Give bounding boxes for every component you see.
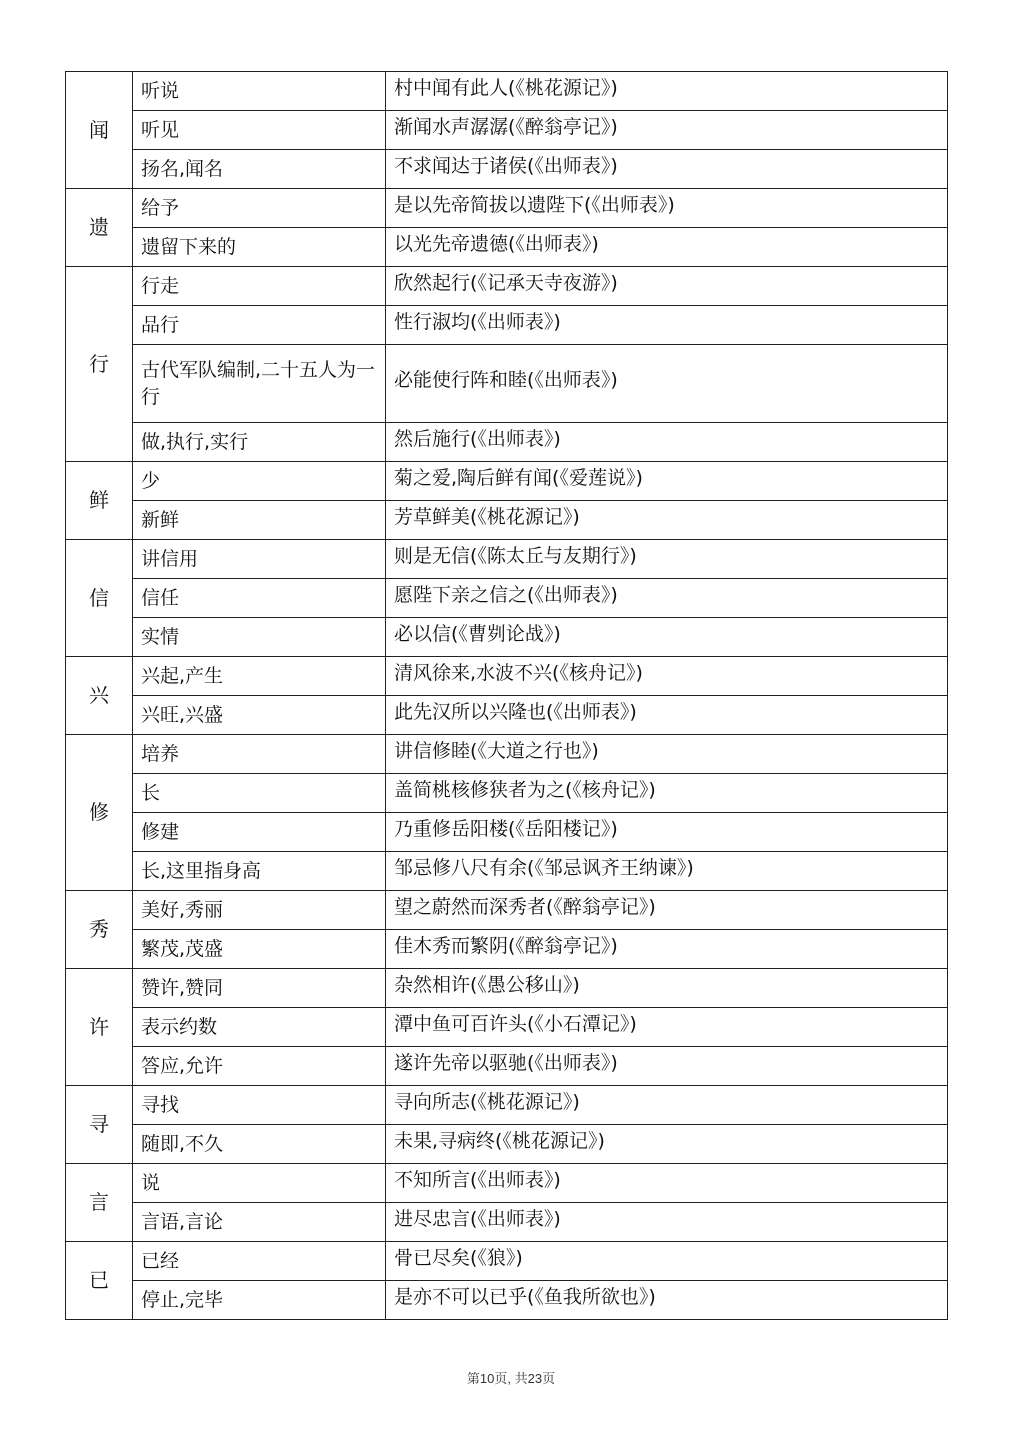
table-row	[66, 813, 948, 852]
table-row	[66, 462, 948, 501]
example-cell: 芳草鲜美(《桃花源记》)	[386, 501, 948, 540]
example-cell: 必能使行阵和睦(《出师表》)	[386, 345, 948, 423]
table-row	[66, 189, 948, 228]
meaning-cell: 繁茂,茂盛	[133, 930, 386, 969]
meaning-cell: 遗留下来的	[133, 228, 386, 267]
table-row	[66, 969, 948, 1008]
table-row	[66, 774, 948, 813]
meaning-cell: 说	[133, 1164, 386, 1203]
example-cell: 不求闻达于诸侯(《出师表》)	[386, 150, 948, 189]
meaning-cell: 兴起,产生	[133, 657, 386, 696]
example-cell: 未果,寻病终(《桃花源记》)	[386, 1125, 948, 1164]
example-cell: 邹忌修八尺有余(《邹忌讽齐王纳谏》)	[386, 852, 948, 891]
example-cell: 寻向所志(《桃花源记》)	[386, 1086, 948, 1125]
example-cell: 然后施行(《出师表》)	[386, 423, 948, 462]
table-row	[66, 228, 948, 267]
meaning-cell: 信任	[133, 579, 386, 618]
table-row	[66, 72, 948, 111]
keyword-cell: 寻	[66, 1086, 133, 1164]
meaning-cell: 行走	[133, 267, 386, 306]
keyword-cell: 鲜	[66, 462, 133, 540]
table-row	[66, 150, 948, 189]
keyword-cell: 言	[66, 1164, 133, 1242]
table-row	[66, 852, 948, 891]
meaning-cell: 美好,秀丽	[133, 891, 386, 930]
meaning-cell: 随即,不久	[133, 1125, 386, 1164]
meaning-cell: 寻找	[133, 1086, 386, 1125]
example-cell: 必以信(《曹刿论战》)	[386, 618, 948, 657]
table-row	[66, 423, 948, 462]
page-number: 第10页, 共23页	[466, 1371, 556, 1386]
meaning-cell: 言语,言论	[133, 1203, 386, 1242]
example-cell: 进尽忠言(《出师表》)	[386, 1203, 948, 1242]
example-cell: 欣然起行(《记承天寺夜游》)	[386, 267, 948, 306]
example-cell: 渐闻水声潺潺(《醉翁亭记》)	[386, 111, 948, 150]
meaning-cell: 少	[133, 462, 386, 501]
table-row	[66, 891, 948, 930]
meaning-cell: 实情	[133, 618, 386, 657]
meaning-cell: 品行	[133, 306, 386, 345]
meaning-cell: 新鲜	[133, 501, 386, 540]
table-row	[66, 1125, 948, 1164]
meaning-cell: 扬名,闻名	[133, 150, 386, 189]
meaning-cell: 赞许,赞同	[133, 969, 386, 1008]
meaning-cell: 表示约数	[133, 1008, 386, 1047]
example-cell: 骨已尽矣(《狼》)	[386, 1242, 948, 1281]
meaning-cell: 答应,允许	[133, 1047, 386, 1086]
example-cell: 乃重修岳阳楼(《岳阳楼记》)	[386, 813, 948, 852]
example-cell: 是以先帝简拔以遗陛下(《出师表》)	[386, 189, 948, 228]
meaning-cell: 听见	[133, 111, 386, 150]
example-cell: 村中闻有此人(《桃花源记》)	[386, 72, 948, 111]
table-row	[66, 618, 948, 657]
table-row	[66, 540, 948, 579]
table-row	[66, 930, 948, 969]
vocabulary-table-body	[66, 72, 948, 1320]
table-row	[66, 306, 948, 345]
example-cell: 佳木秀而繁阴(《醉翁亭记》)	[386, 930, 948, 969]
example-cell: 遂许先帝以驱驰(《出师表》)	[386, 1047, 948, 1086]
meaning-cell: 兴旺,兴盛	[133, 696, 386, 735]
example-cell: 不知所言(《出师表》)	[386, 1164, 948, 1203]
keyword-cell: 秀	[66, 891, 133, 969]
example-cell: 望之蔚然而深秀者(《醉翁亭记》)	[386, 891, 948, 930]
meaning-cell: 给予	[133, 189, 386, 228]
table-row	[66, 1164, 948, 1203]
vocabulary-table	[65, 71, 948, 1320]
meaning-cell: 长	[133, 774, 386, 813]
example-cell: 性行淑均(《出师表》)	[386, 306, 948, 345]
example-cell: 清风徐来,水波不兴(《核舟记》)	[386, 657, 948, 696]
example-cell: 潭中鱼可百许头(《小石潭记》)	[386, 1008, 948, 1047]
keyword-cell: 行	[66, 267, 133, 462]
table-row	[66, 696, 948, 735]
meaning-cell: 停止,完毕	[133, 1281, 386, 1320]
example-cell: 盖简桃核修狭者为之(《核舟记》)	[386, 774, 948, 813]
keyword-cell: 修	[66, 735, 133, 891]
table-row	[66, 1008, 948, 1047]
example-cell: 以光先帝遗德(《出师表》)	[386, 228, 948, 267]
table-row	[66, 1047, 948, 1086]
keyword-cell: 闻	[66, 72, 133, 189]
table-row	[66, 345, 948, 423]
table-row	[66, 501, 948, 540]
keyword-cell: 许	[66, 969, 133, 1086]
meaning-cell: 已经	[133, 1242, 386, 1281]
example-cell: 菊之爱,陶后鲜有闻(《爱莲说》)	[386, 462, 948, 501]
table-row	[66, 267, 948, 306]
example-cell: 则是无信(《陈太丘与友期行》)	[386, 540, 948, 579]
meaning-cell: 听说	[133, 72, 386, 111]
meaning-cell: 做,执行,实行	[133, 423, 386, 462]
example-cell: 讲信修睦(《大道之行也》)	[386, 735, 948, 774]
table-row	[66, 1086, 948, 1125]
keyword-cell: 遗	[66, 189, 133, 267]
meaning-cell: 培养	[133, 735, 386, 774]
table-row	[66, 1203, 948, 1242]
meaning-cell: 古代军队编制,二十五人为一行	[133, 345, 386, 423]
meaning-cell: 讲信用	[133, 540, 386, 579]
keyword-cell: 兴	[66, 657, 133, 735]
meaning-cell: 长,这里指身高	[133, 852, 386, 891]
table-row	[66, 735, 948, 774]
table-row	[66, 579, 948, 618]
example-cell: 此先汉所以兴隆也(《出师表》)	[386, 696, 948, 735]
example-cell: 是亦不可以已乎(《鱼我所欲也》)	[386, 1281, 948, 1320]
example-cell: 愿陛下亲之信之(《出师表》)	[386, 579, 948, 618]
table-row	[66, 1242, 948, 1281]
meaning-cell: 修建	[133, 813, 386, 852]
table-row	[66, 1281, 948, 1320]
table-row	[66, 111, 948, 150]
example-cell: 杂然相许(《愚公移山》)	[386, 969, 948, 1008]
keyword-cell: 信	[66, 540, 133, 657]
table-row	[66, 657, 948, 696]
keyword-cell: 已	[66, 1242, 133, 1320]
